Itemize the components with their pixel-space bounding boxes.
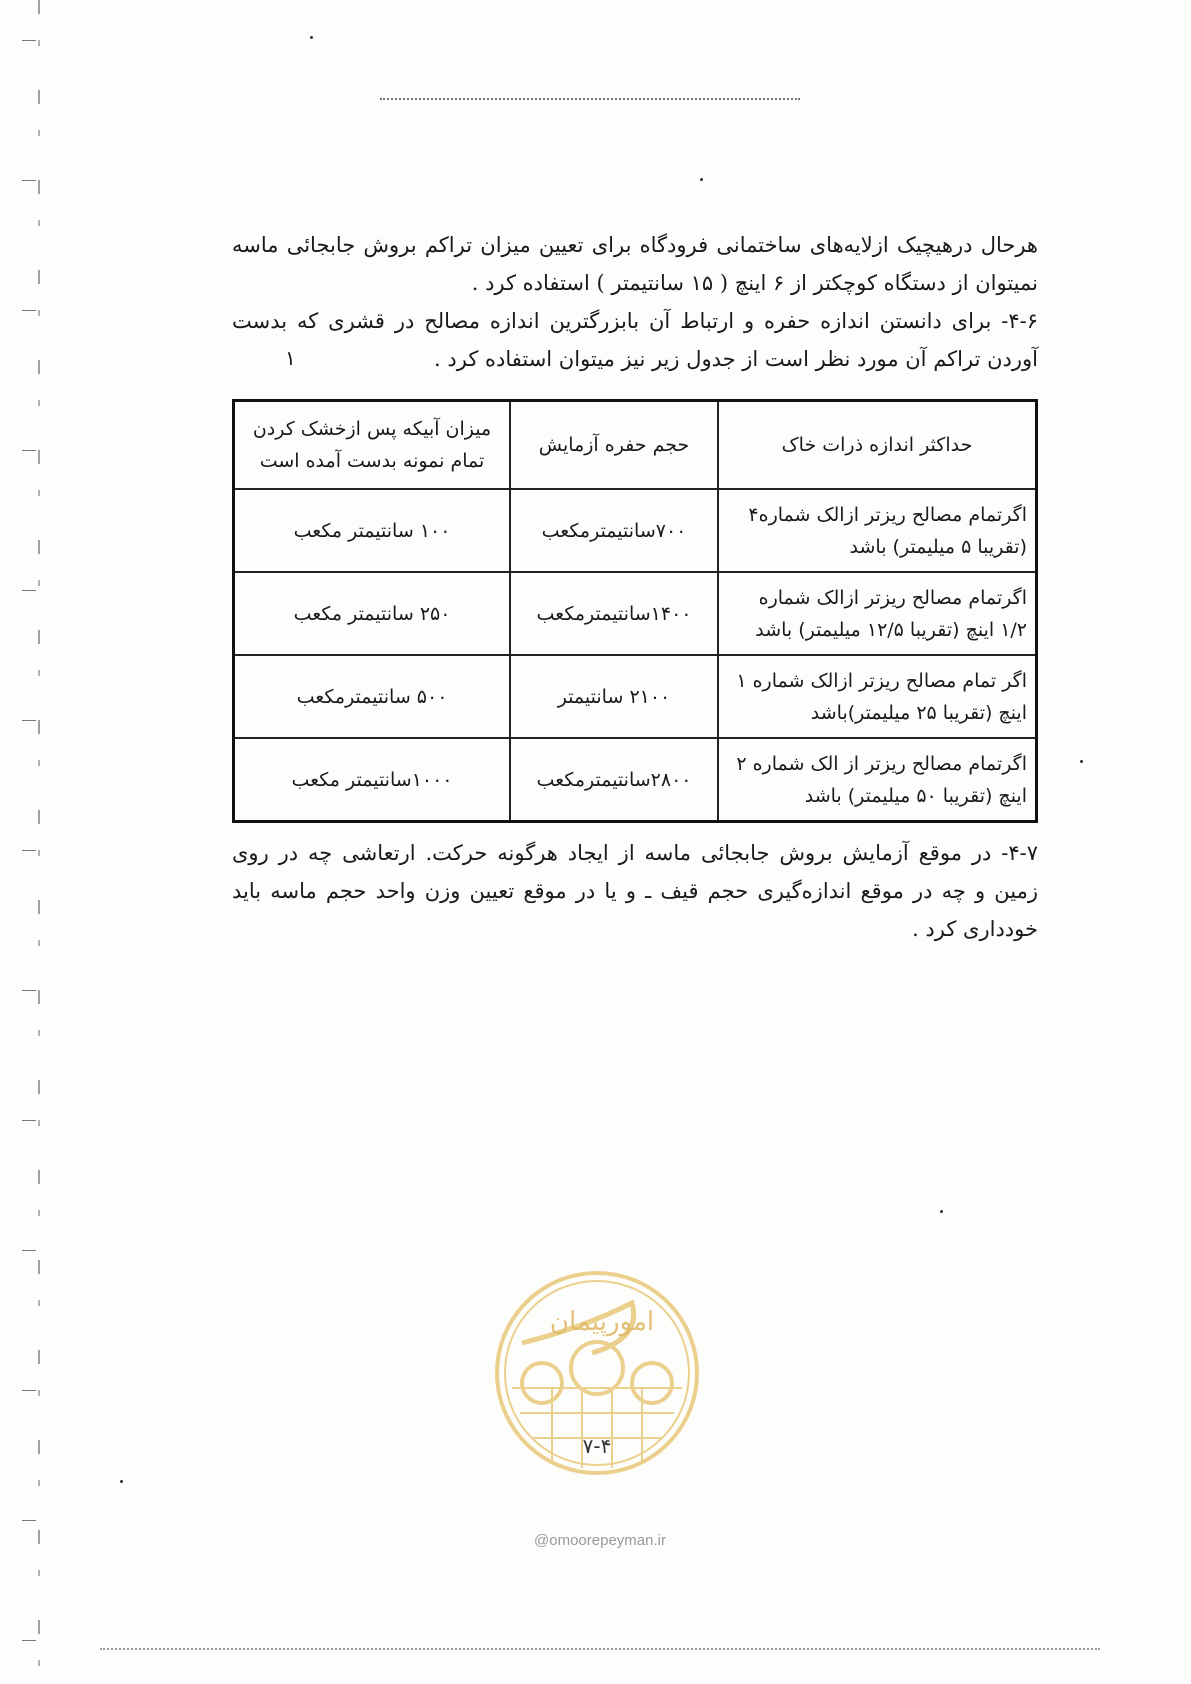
cell-test-hole-volume: ۱۴۰۰سانتیمترمکعب — [510, 572, 718, 655]
scan-speck — [120, 1480, 123, 1483]
cell-dried-sample-volume: ۱۰۰ سانتیمتر مکعب — [234, 489, 511, 572]
cell-test-hole-volume: ۲۱۰۰ سانتیمتر — [510, 655, 718, 738]
scan-speck — [1080, 760, 1083, 763]
cell-dried-sample-volume: ۵۰۰ سانتیمترمکعب — [234, 655, 511, 738]
table-row — [234, 738, 1037, 822]
scan-edge-ticks — [0, 0, 60, 1684]
cell-max-particle-size: اگرتمام مصالح ریزتر از الک شماره ۲ اینچ (تقریبا ۵۰ میلیمتر) باشد — [718, 738, 1037, 822]
watermark-url: @omoorepeyman.ir — [534, 1532, 666, 1549]
cell-max-particle-size: اگرتمام مصالح ریزتر ازالک شماره۴ (تقریبا ۵ میلیمتر) باشد — [718, 489, 1037, 572]
cell-dried-sample-volume: ۲۵۰ سانتیمتر مکعب — [234, 572, 511, 655]
cell-max-particle-size: اگرتمام مصالح ریزتر ازالک شماره ۱/۲ اینچ (تقریبا ۱۲/۵ میلیمتر) باشد — [718, 572, 1037, 655]
scan-speck — [940, 1210, 943, 1213]
section-4-6-paragraph: ۴-۶- برای دانستن اندازه حفره و ارتباط آن بابزرگترین اندازه مصالح در قشری که بدست آوردن تراکم آن مورد نظر است از جدول زیر نیز میتوان استفاده کرد . — [232, 309, 1038, 371]
stamp-logo-text: امورپیمان — [549, 1307, 655, 1337]
table-row — [234, 655, 1037, 738]
table-header-row — [234, 401, 1037, 490]
cell-dried-sample-volume: ۱۰۰۰سانتیمتر مکعب — [234, 738, 511, 822]
section-4-7-paragraph: ۴-۷- در موقع آزمایش بروش جابجائی ماسه از ایجاد هرگونه حرکت. ارتعاشی چه در روی زمین و چه در موقع اندازه‌گیری حجم قیف ـ و یا در موقع تعیین وزن واحد حجم ماسه باید خودداری کرد . — [232, 841, 1038, 941]
omoore-peyman-logo-stamp — [492, 1268, 702, 1478]
cell-test-hole-volume: ۷۰۰سانتیمترمکعب — [510, 489, 718, 572]
scan-speck — [700, 178, 703, 181]
scan-speck — [310, 36, 313, 39]
scan-top-dots — [380, 98, 800, 101]
header-max-particle-size: حداکثر اندازه ذرات خاک — [718, 401, 1037, 490]
table-row — [234, 489, 1037, 572]
footnote-marker: ۱ — [285, 346, 296, 370]
cell-max-particle-size: اگر تمام مصالح ریزتر ازالک شماره ۱ اینچ (تقریبا ۲۵ میلیمتر)باشد — [718, 655, 1037, 738]
header-dried-sample-volume: میزان آبیکه پس ازخشک کردن تمام نمونه بدست آمده است — [234, 401, 511, 490]
cell-test-hole-volume: ۲۸۰۰سانتیمترمکعب — [510, 738, 718, 822]
intro-paragraph: هرحال درهیچیک ازلایه‌های ساختمانی فرودگاه برای تعیین میزان تراکم بروش جابجائی ماسه نمیتوان از دستگاه کوچکتر از ۶ اینچ ( ۱۵ سانتیمتر ) استفاده کرد . — [232, 233, 1038, 295]
aggregate-size-table — [232, 399, 1038, 823]
header-test-hole-volume: حجم حفره آزمایش — [510, 401, 718, 490]
table-row — [234, 572, 1037, 655]
stamp-page-code: ۷-۴ — [582, 1434, 612, 1458]
scan-bottom-dots — [100, 1648, 1100, 1650]
